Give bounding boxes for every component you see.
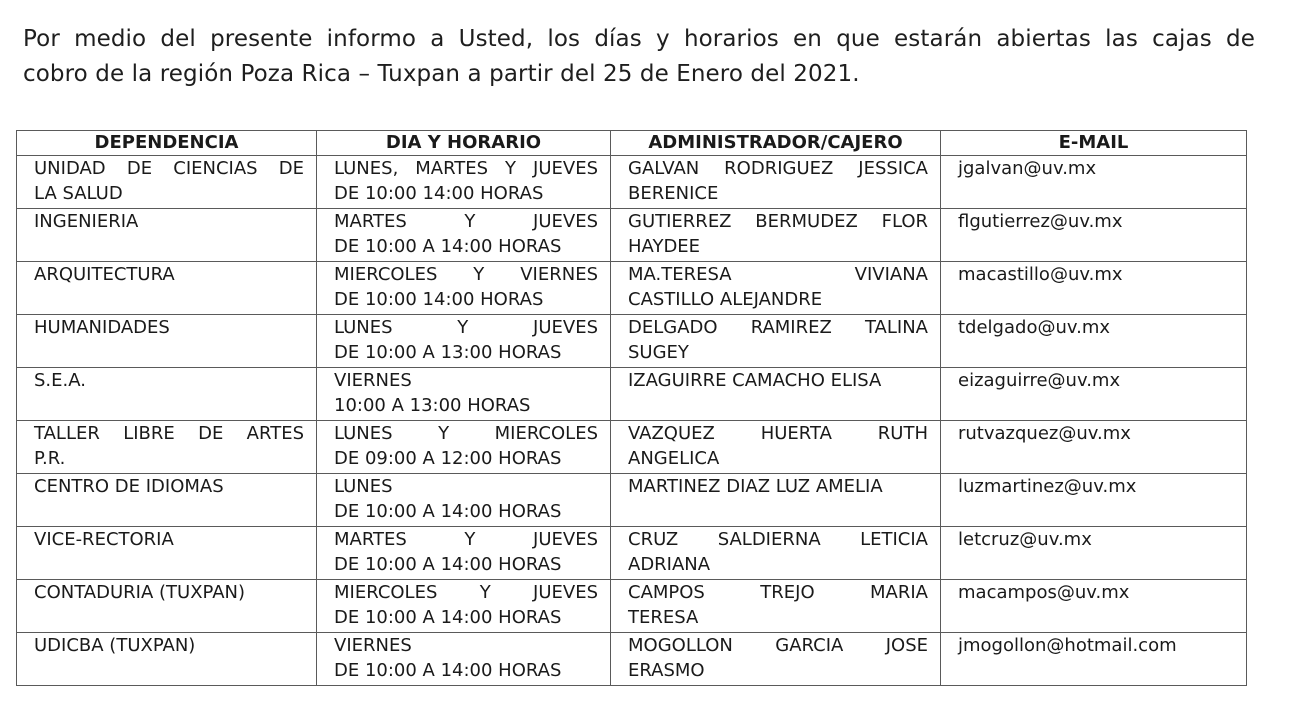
table-row bbox=[17, 209, 1247, 262]
cell-dia-horario-line-2: DE 10:00 14:00 HORAS bbox=[334, 183, 544, 204]
cell-dia-horario bbox=[317, 368, 611, 421]
cell-administrador-line-1: IZAGUIRRE CAMACHO ELISA bbox=[628, 370, 882, 391]
cell-administrador bbox=[611, 368, 941, 421]
table-row bbox=[17, 156, 1247, 209]
intro-line-1: Por medio del presente informo a Usted, los días y horarios en que estarán abiertas las cajas de bbox=[23, 26, 1255, 52]
cell-dependencia bbox=[17, 421, 317, 474]
cell-email bbox=[941, 262, 1247, 315]
cell-dependencia-line-1: VICE-RECTORIA bbox=[34, 529, 174, 550]
cell-email bbox=[941, 527, 1247, 580]
cell-administrador-line-1: DELGADO RAMIREZ TALINA bbox=[628, 317, 928, 338]
cell-dia-horario-line-1: LUNES Y JUEVES bbox=[334, 317, 598, 338]
cell-administrador bbox=[611, 580, 941, 633]
cell-administrador-line-2: CASTILLO ALEJANDRE bbox=[628, 289, 823, 310]
cell-dependencia-line-1: UNIDAD DE CIENCIAS DE bbox=[34, 158, 304, 179]
header-dependencia: DEPENDENCIA bbox=[17, 131, 317, 156]
email-address: macampos@uv.mx bbox=[958, 582, 1130, 603]
cell-administrador-line-2: BERENICE bbox=[628, 183, 719, 204]
cell-dependencia bbox=[17, 580, 317, 633]
cell-email bbox=[941, 580, 1247, 633]
email-address: luzmartinez@uv.mx bbox=[958, 476, 1137, 497]
cell-administrador-line-2: TERESA bbox=[628, 607, 699, 628]
cell-dependencia bbox=[17, 368, 317, 421]
cell-dia-horario-line-2: DE 09:00 A 12:00 HORAS bbox=[334, 448, 562, 469]
cell-dia-horario bbox=[317, 580, 611, 633]
intro-paragraph bbox=[23, 22, 1255, 92]
header-dia-horario: DIA Y HORARIO bbox=[317, 131, 611, 156]
table-body bbox=[17, 156, 1247, 686]
table-row bbox=[17, 421, 1247, 474]
cell-dependencia bbox=[17, 262, 317, 315]
cell-dia-horario-line-2: DE 10:00 A 14:00 HORAS bbox=[334, 554, 562, 575]
cell-dia-horario bbox=[317, 474, 611, 527]
cell-dependencia-line-1: S.E.A. bbox=[34, 370, 86, 391]
cell-dependencia bbox=[17, 209, 317, 262]
cell-dia-horario-line-2: DE 10:00 A 14:00 HORAS bbox=[334, 236, 562, 257]
cell-dia-horario-line-1: LUNES Y MIERCOLES bbox=[334, 423, 598, 444]
intro-line-2: cobro de la región Poza Rica – Tuxpan a partir del 25 de Enero del 2021. bbox=[23, 61, 860, 87]
cell-administrador-line-2: HAYDEE bbox=[628, 236, 701, 257]
email-address: eizaguirre@uv.mx bbox=[958, 370, 1121, 391]
cell-administrador-line-2: SUGEY bbox=[628, 342, 689, 363]
cell-administrador-line-1: GALVAN RODRIGUEZ JESSICA bbox=[628, 158, 928, 179]
cell-administrador-line-2: ERASMO bbox=[628, 660, 705, 681]
cell-dependencia-line-2: LA SALUD bbox=[34, 183, 123, 204]
cell-administrador-line-1: MA.TERESA VIVIANA bbox=[628, 264, 928, 285]
cell-dependencia-line-1: CONTADURIA (TUXPAN) bbox=[34, 582, 246, 603]
cell-email bbox=[941, 315, 1247, 368]
cell-dependencia-line-2: P.R. bbox=[34, 448, 66, 469]
cell-dependencia bbox=[17, 315, 317, 368]
cell-dia-horario-line-1: MARTES Y JUEVES bbox=[334, 211, 598, 232]
cell-dependencia-line-1: CENTRO DE IDIOMAS bbox=[34, 476, 224, 497]
cell-email bbox=[941, 474, 1247, 527]
cell-dia-horario-line-1: LUNES bbox=[334, 476, 393, 497]
cell-administrador bbox=[611, 156, 941, 209]
table-row bbox=[17, 580, 1247, 633]
cell-dependencia bbox=[17, 156, 317, 209]
email-address: letcruz@uv.mx bbox=[958, 529, 1092, 550]
cell-dia-horario-line-2: DE 10:00 A 14:00 HORAS bbox=[334, 501, 562, 522]
cell-administrador-line-1: VAZQUEZ HUERTA RUTH bbox=[628, 423, 928, 444]
cell-dia-horario-line-2: DE 10:00 A 14:00 HORAS bbox=[334, 607, 562, 628]
cell-administrador bbox=[611, 421, 941, 474]
cell-dia-horario bbox=[317, 315, 611, 368]
cell-dia-horario bbox=[317, 633, 611, 686]
table-row bbox=[17, 262, 1247, 315]
cell-administrador-line-1: CRUZ SALDIERNA LETICIA bbox=[628, 529, 928, 550]
cell-dia-horario-line-1: MIERCOLES Y JUEVES bbox=[334, 582, 598, 603]
cell-administrador bbox=[611, 209, 941, 262]
email-address: rutvazquez@uv.mx bbox=[958, 423, 1131, 444]
cell-dia-horario bbox=[317, 527, 611, 580]
email-address: tdelgado@uv.mx bbox=[958, 317, 1111, 338]
cell-dia-horario-line-2: DE 10:00 14:00 HORAS bbox=[334, 289, 544, 310]
cell-dia-horario-line-2: DE 10:00 A 13:00 HORAS bbox=[334, 342, 562, 363]
cell-administrador bbox=[611, 262, 941, 315]
cell-dependencia bbox=[17, 633, 317, 686]
email-address: macastillo@uv.mx bbox=[958, 264, 1123, 285]
header-administrador: ADMINISTRADOR/CAJERO bbox=[611, 131, 941, 156]
cell-dia-horario bbox=[317, 156, 611, 209]
cell-dia-horario-line-1: VIERNES bbox=[334, 635, 412, 656]
cell-dependencia-line-1: TALLER LIBRE DE ARTES bbox=[34, 423, 304, 444]
cell-dia-horario bbox=[317, 262, 611, 315]
email-address: jmogollon@hotmail.com bbox=[958, 635, 1177, 656]
cell-email bbox=[941, 209, 1247, 262]
cell-dia-horario bbox=[317, 421, 611, 474]
cell-email bbox=[941, 156, 1247, 209]
cell-email bbox=[941, 368, 1247, 421]
cell-dia-horario-line-1: MIERCOLES Y VIERNES bbox=[334, 264, 598, 285]
cell-dependencia-line-1: UDICBA (TUXPAN) bbox=[34, 635, 196, 656]
table-row bbox=[17, 633, 1247, 686]
table-row bbox=[17, 527, 1247, 580]
header-email: E-MAIL bbox=[941, 131, 1247, 156]
cell-administrador bbox=[611, 474, 941, 527]
table-header-row bbox=[17, 131, 1247, 156]
email-address: jgalvan@uv.mx bbox=[958, 158, 1097, 179]
cell-administrador-line-1: CAMPOS TREJO MARIA bbox=[628, 582, 928, 603]
cell-dia-horario bbox=[317, 209, 611, 262]
cell-administrador bbox=[611, 527, 941, 580]
cell-email bbox=[941, 421, 1247, 474]
cell-dependencia-line-1: ARQUITECTURA bbox=[34, 264, 175, 285]
cell-dia-horario-line-1: MARTES Y JUEVES bbox=[334, 529, 598, 550]
cell-dependencia-line-1: INGENIERIA bbox=[34, 211, 139, 232]
cell-dependencia bbox=[17, 474, 317, 527]
cell-administrador bbox=[611, 315, 941, 368]
cell-administrador-line-2: ADRIANA bbox=[628, 554, 711, 575]
table-row bbox=[17, 368, 1247, 421]
table-row bbox=[17, 315, 1247, 368]
cell-administrador bbox=[611, 633, 941, 686]
cell-administrador-line-2: ANGELICA bbox=[628, 448, 720, 469]
table-row bbox=[17, 474, 1247, 527]
cell-email bbox=[941, 633, 1247, 686]
cell-administrador-line-1: MOGOLLON GARCIA JOSE bbox=[628, 635, 928, 656]
cell-administrador-line-1: MARTINEZ DIAZ LUZ AMELIA bbox=[628, 476, 883, 497]
schedule-table bbox=[16, 130, 1247, 686]
cell-dependencia bbox=[17, 527, 317, 580]
cell-dia-horario-line-1: LUNES, MARTES Y JUEVES bbox=[334, 158, 598, 179]
email-address: flgutierrez@uv.mx bbox=[958, 211, 1123, 232]
cell-administrador-line-1: GUTIERREZ BERMUDEZ FLOR bbox=[628, 211, 928, 232]
cell-dia-horario-line-1: VIERNES bbox=[334, 370, 412, 391]
cell-dependencia-line-1: HUMANIDADES bbox=[34, 317, 170, 338]
cell-dia-horario-line-2: DE 10:00 A 14:00 HORAS bbox=[334, 660, 562, 681]
cell-dia-horario-line-2: 10:00 A 13:00 HORAS bbox=[334, 395, 531, 416]
